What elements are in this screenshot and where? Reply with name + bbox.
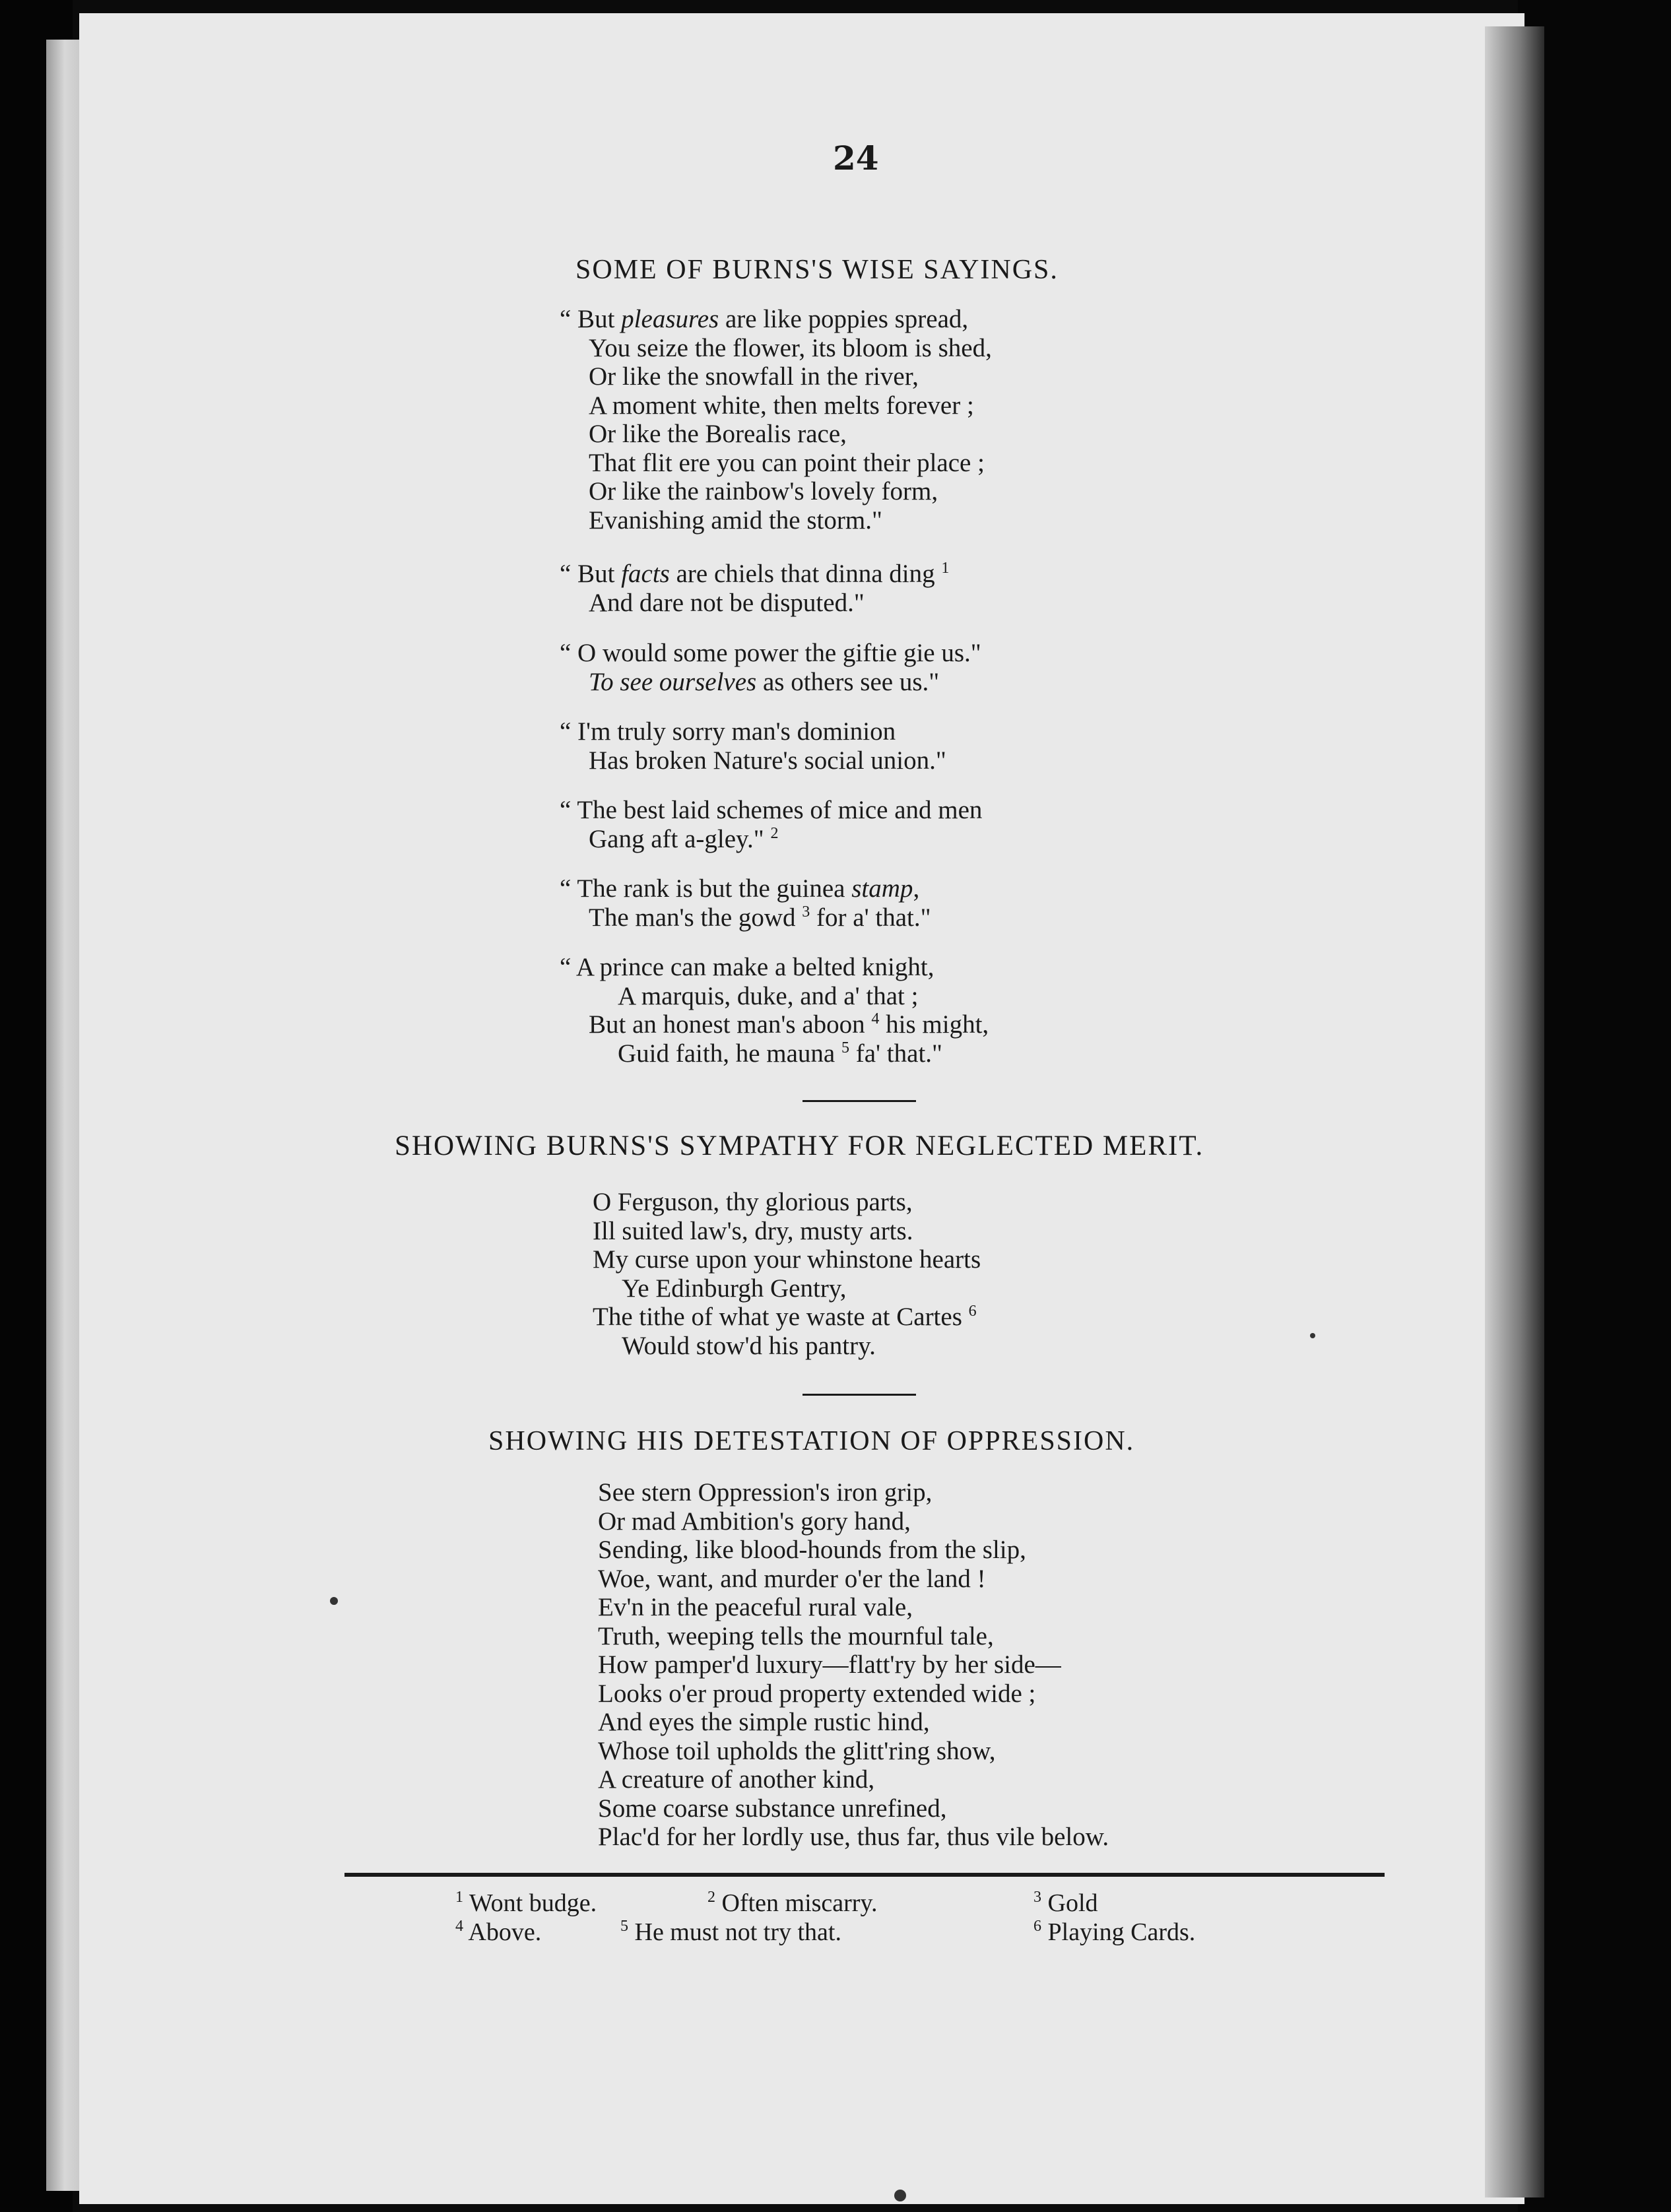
section-title-wise-sayings: SOME OF BURNS'S WISE SAYINGS.: [575, 255, 1059, 285]
scan-speck: [1310, 1333, 1315, 1338]
verse-line: You seize the flower, its bloom is shed,: [589, 333, 992, 362]
verse-line: And dare not be disputed.": [589, 588, 865, 617]
verse-line: To see ourselves as others see us.": [589, 667, 940, 696]
quote-schemes: [560, 796, 982, 853]
verse-line: Ye Edinburgh Gentry,: [622, 1274, 847, 1303]
verse-line: Whose toil upholds the glitt'ring show,: [598, 1736, 996, 1765]
quote-facts: [560, 560, 949, 617]
verse-line: The tithe of what ye waste at Cartes $^6$: [593, 1303, 977, 1331]
quote-giftie: [560, 639, 981, 696]
verse-line: “ The best laid schemes of mice and men: [560, 796, 983, 824]
verse-line: Sending, like blood-hounds from the slip,: [598, 1536, 1026, 1564]
footnote-6: $^6$ Playing Cards.: [1033, 1918, 1196, 1946]
verse-line: And eyes the simple rustic hind,: [598, 1708, 930, 1736]
verse-line: Evanishing amid the storm.": [589, 505, 882, 535]
page-number: 24: [833, 139, 879, 178]
verse-line: A moment white, then melts forever ;: [589, 391, 974, 420]
verse-line: The man's the gowd $^3$ for a' that.": [589, 903, 931, 932]
verse-ferguson: [593, 1188, 981, 1360]
verse-line: Looks o'er proud property extended wide ;: [598, 1679, 1036, 1708]
verse-line: A creature of another kind,: [598, 1765, 875, 1794]
verse-line: Some coarse substance unrefined,: [598, 1794, 947, 1823]
footnote-ref-3: 3: [802, 903, 810, 921]
footnote-2: $^2$ Often miscarry.: [707, 1889, 878, 1917]
footnote-4: $^4$ Above.: [455, 1918, 542, 1946]
verse-line: “ I'm truly sorry man's dominion: [560, 717, 896, 746]
verse-line: “ But pleasures are like poppies spread,: [560, 305, 969, 333]
verse-line: Woe, want, and murder o'er the land !: [598, 1564, 986, 1593]
verse-line: Would stow'd his pantry.: [622, 1331, 876, 1360]
verse-line: That flit ere you can point their place ;: [589, 448, 985, 477]
verse-line: O Ferguson, thy glorious parts,: [593, 1188, 913, 1216]
verse-line: Plac'd for her lordly use, thus far, thus vile below.: [598, 1823, 1109, 1851]
verse-line: “ O would some power the giftie gie us.": [560, 639, 981, 667]
footnote-ref-4: 4: [871, 1010, 880, 1027]
verse-line: Or mad Ambition's gory hand,: [598, 1507, 911, 1536]
verse-line: “ But facts are chiels that dinna ding $^1$: [560, 560, 950, 588]
section-divider: [803, 1394, 916, 1396]
verse-line: Or like the rainbow's lovely form,: [589, 477, 938, 505]
verse-line: Guid faith, he mauna $^5$ fa' that.": [618, 1039, 942, 1068]
page-gutter-shadow: [1485, 26, 1544, 2197]
verse-line: Or like the Borealis race,: [589, 420, 847, 448]
verse-line: Ev'n in the peaceful rural vale,: [598, 1593, 913, 1621]
verse-line: How pamper'd luxury—flatt'ry by her side—: [598, 1650, 1061, 1679]
verse-line: A marquis, duke, and a' that ;: [618, 981, 919, 1010]
verse-line: Gang aft a-gley." $^2$: [589, 824, 779, 853]
quote-belted-knight: [560, 953, 989, 1068]
footnote-5: $^5$ He must not try that.: [620, 1918, 841, 1946]
footnote-1: $^1$ Wont budge.: [455, 1889, 597, 1917]
section-divider: [803, 1100, 916, 1102]
scan-speck: [330, 1597, 338, 1605]
footnote-3: $^3$ Gold: [1033, 1889, 1098, 1917]
verse-line: “ The rank is but the guinea stamp,: [560, 874, 920, 903]
footnote-ref-6: 6: [968, 1303, 977, 1320]
verse-line: But an honest man's aboon $^4$ his might,: [589, 1010, 989, 1039]
verse-line: Has broken Nature's social union.": [589, 746, 946, 775]
quote-dominion: [560, 717, 946, 775]
verse-line: Or like the snowfall in the river,: [589, 362, 919, 391]
verse-oppression: [598, 1478, 1109, 1852]
quote-guinea-stamp: [560, 874, 931, 932]
footnote-ref-2: 2: [770, 824, 779, 842]
section-title-oppression: SHOWING HIS DETESTATION OF OPPRESSION.: [488, 1426, 1135, 1456]
verse-line: “ A prince can make a belted knight,: [560, 953, 934, 981]
section-title-neglected-merit: SHOWING BURNS'S SYMPATHY FOR NEGLECTED MERIT.: [395, 1130, 1204, 1161]
verse-line: My curse upon your whinstone hearts: [593, 1245, 981, 1274]
verse-line: Truth, weeping tells the mournful tale,: [598, 1621, 994, 1650]
verse-line: Ill suited law's, dry, musty arts.: [593, 1216, 913, 1245]
footnote-rule: [344, 1873, 1385, 1877]
verse-line: See stern Oppression's iron grip,: [598, 1478, 933, 1507]
footnote-ref-1: 1: [941, 560, 950, 577]
footnote-ref-5: 5: [841, 1039, 849, 1057]
scan-speck: [894, 2190, 906, 2201]
quote-pleasures: [560, 305, 992, 535]
